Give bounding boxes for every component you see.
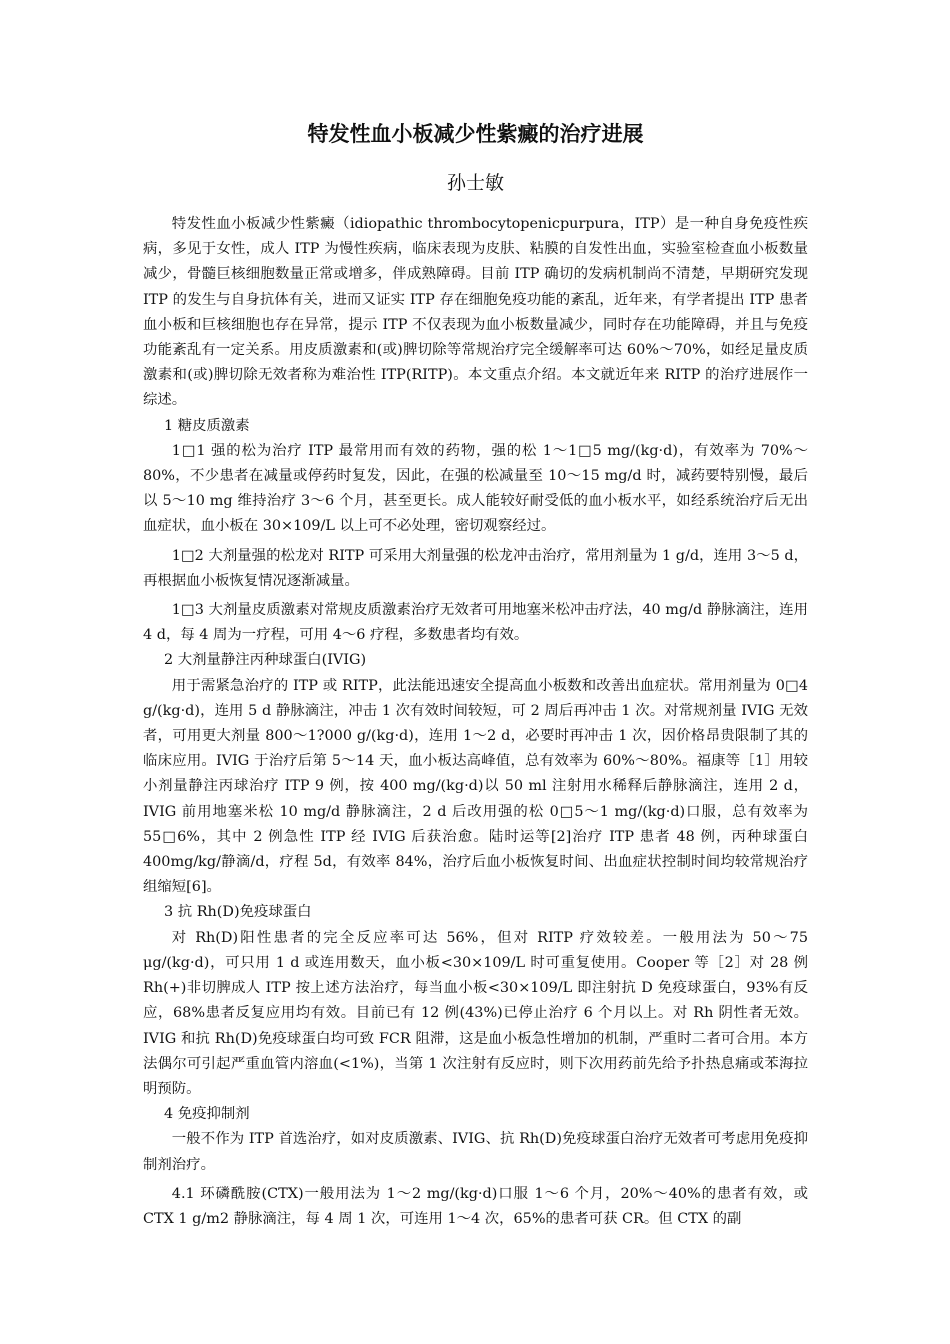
author-name: 孙士敏	[446, 172, 504, 194]
section-1-paragraph-1: 1□1 强的松为治疗 ITP 最常用而有效的药物，强的松 1～1□5 mg/(kg·d)，有效率为 70%～80%，不少患者在减量或停药时复发，因此，在强的松减量至 10～15 mg/d 时，减药要特别慢，最后以 5～10 mg 维持治疗 3～6 个月，甚至更长。成人能较好耐受低的血小板水平，如经系统治疗后无出血症状，血小板在 30×109/L 以上可不必处理，密切观察经过。	[143, 442, 808, 535]
section-1-paragraph-3: 1□3 大剂量皮质激素对常规皮质激素治疗无效者可用地塞米松冲击疗法，40 mg/d 静脉滴注，连用 4 d，每 4 周为一疗程，可用 4～6 疗程，多数患者均有效。	[143, 602, 808, 644]
section-4-paragraph-2: 4.1 环磷酰胺(CTX)一般用法为 1～2 mg/(kg·d)口服 1～6 个月，20%～40%的患者有效，或 CTX 1 g/m2 静脉滴注，每 4 周 1 次，可连用 1～4 次，65%的患者可获 CR。但 CTX 的副	[143, 1185, 808, 1227]
section-heading-3: 3 抗 Rh(D)免疫球蛋白	[164, 904, 312, 921]
section-heading-4: 4 免疫抑制剂	[164, 1106, 250, 1123]
section-1-paragraph-2: 1□2 大剂量强的松龙对 RITP 可采用大剂量强的松龙冲击治疗，常用剂量为 1 g/d，连用 3～5 d，再根据血小板恢复情况逐渐减量。	[143, 547, 808, 589]
section-2-paragraph-1: 用于需紧急治疗的 ITP 或 RITP，此法能迅速安全提高血小板数和改善出血症状。常用剂量为 0□4 g/(kg·d)，连用 5 d 静脉滴注，冲击 1 次有效时间较短，可 2 周后再冲击 1 次。对常规剂量 IVIG 无效者，可用更大剂量 800～1?000 g/(kg·d)，连用 1～2 d，必要时再冲击 1 次，因价格昂贵限制了其的临床应用。IVIG 于治疗后第 5～14 天，血小板达高峰值，总有效率为 60%～80%。福康等［1］用较小剂量静注丙球治疗 ITP 9 例，按 400 mg/(kg·d)以 50 ml 注射用水稀释后静脉滴注，连用 2 d，IVIG 前用地塞米松 10 mg/d 静脉滴注，2 d 后改用强的松 0□5～1 mg/(kg·d)口服，总有效率为 55□6%，其中 2 例急性 ITP 经 IVIG 后获治愈。陆时运等[2]治疗 ITP 患者 48 例，丙种球蛋白 400mg/kg/静滴/d，疗程 5d，有效率 84%，治疗后血小板恢复时间、出血症状控制时间均较常规治疗组缩短[6]。	[143, 677, 808, 896]
intro-paragraph: 特发性血小板减少性紫癜（idiopathic thrombocytopenicpurpura，ITP）是一种自身免疫性疾病，多见于女性，成人 ITP 为慢性疾病，临床表现为皮肤、粘膜的自发性出血，实验室检查血小板数量减少，骨髓巨核细胞数量正常或增多，伴成熟障碍。目前 ITP 确切的发病机制尚不清楚，早期研究发现 ITP 的发生与自身抗体有关，进而又证实 ITP 存在细胞免疫功能的紊乱，近年来，有学者提出 ITP 患者血小板和巨核细胞也存在异常，提示 ITP 不仅表现为血小板数量减少，同时存在功能障碍，并且与免疫功能紊乱有一定关系。用皮质激素和(或)脾切除等常规治疗完全缓解率可达 60%～70%，如经足量皮质激素和(或)脾切除无效者称为难治性 ITP(RITP)。本文重点介绍。本文就近年来 RITP 的治疗进展作一综述。	[143, 216, 808, 409]
section-heading-2: 2 大剂量静注丙种球蛋白(IVIG)	[164, 652, 367, 669]
document-page	[143, 118, 808, 1232]
section-heading-1: 1 糖皮质激素	[164, 417, 250, 434]
section-4-paragraph-1: 一般不作为 ITP 首选治疗，如对皮质激素、IVIG、抗 Rh(D)免疫球蛋白治疗无效者可考虑用免疫抑制剂治疗。	[143, 1131, 808, 1173]
document-title: 特发性血小板减少性紫癜的治疗进展	[307, 121, 644, 146]
section-3-paragraph-1: 对 Rh(D)阳性患者的完全反应率可达 56%，但对 RITP 疗效较差。一般用法为 50～75 μg/(kg·d)，可只用 1 d 或连用数天，血小板<30×109/L 时可重复使用。Cooper 等［2］对 28 例 Rh(+)非切脾成人 ITP 按上述方法治疗，每当血小板<30×109/L 即注射抗 D 免疫球蛋白，93%有反应，68%患者反复应用均有效。目前已有 12 例(43%)已停止治疗 6 个月以上。对 Rh 阴性者无效。IVIG 和抗 Rh(D)免疫球蛋白均可致 FCR 阻滞，这是血小板急性增加的机制，严重时二者可合用。本方法偶尔可引起严重血管内溶血(<1%)，当第 1 次注射有反应时，则下次用药前先给予扑热息痛或苯海拉明预防。	[143, 929, 808, 1097]
